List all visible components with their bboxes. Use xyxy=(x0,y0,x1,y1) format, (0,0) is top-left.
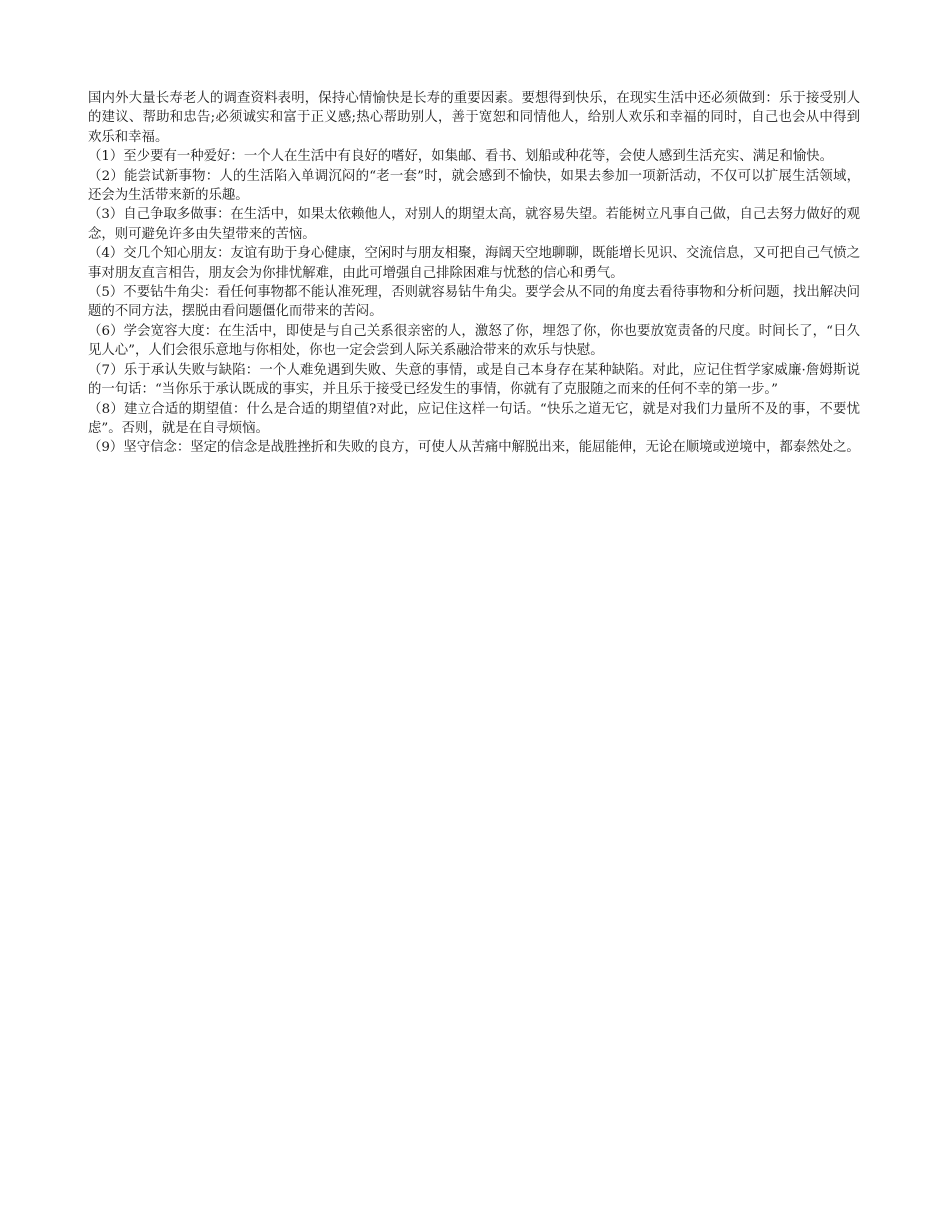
list-item: （2）能尝试新事物：人的生活陷入单调沉闷的“老一套”时，就会感到不愉快，如果去参加一项新活动，不仅可以扩展生活领域，还会为生活带来新的乐趣。 xyxy=(88,168,860,204)
list-item: （9）坚守信念：坚定的信念是战胜挫折和失败的良方，可使人从苦痛中解脱出来，能屈能伸，无论在顺境或逆境中，都泰然处之。 xyxy=(88,440,860,456)
intro-paragraph: 国内外大量长寿老人的调查资料表明，保持心情愉快是长寿的重要因素。要想得到快乐，在现实生活中还必须做到：乐于接受别人的建议、帮助和忠告;必须诚实和富于正义感;热心帮助别人，善于宽恕和同情他人，给别人欢乐和幸福的同时，自己也会从中得到欢乐和幸福。 xyxy=(88,91,860,145)
list-item: （1）至少要有一种爱好：一个人在生活中有良好的嗜好，如集邮、看书、划船或种花等，会使人感到生活充实、满足和愉快。 xyxy=(88,149,833,165)
list-item: （7）乐于承认失败与缺陷：一个人难免遇到失败、失意的事情，或是自己本身存在某种缺陷。对此，应记住哲学家威廉·詹姆斯说的一句话：“当你乐于承认既成的事实，并且乐于接受已经发生的事情，你就有了克服随之而来的任何不幸的第一步。” xyxy=(88,362,860,398)
document-body xyxy=(88,89,860,458)
list-item: （3）自己争取多做事：在生活中，如果太依赖他人，对别人的期望太高，就容易失望。若能树立凡事自己做，自己去努力做好的观念，则可避免许多由失望带来的苦恼。 xyxy=(88,207,860,242)
list-item: （4）交几个知心朋友：友谊有助于身心健康，空闲时与朋友相聚，海阔天空地聊聊，既能增长见识、交流信息，又可把自己气愤之事对朋友直言相告，朋友会为你排忧解难，由此可增强自己排除困难与忧愁的信心和勇气。 xyxy=(88,246,860,281)
list-item: （8）建立合适的期望值：什么是合适的期望值?对此，应记住这样一句话。“快乐之道无它，就是对我们力量所不及的事，不要忧虑”。否则，就是在自寻烦恼。 xyxy=(88,401,860,436)
list-item: （5）不要钻牛角尖：看任何事物都不能认准死理，否则就容易钻牛角尖。要学会从不同的角度去看待事物和分析问题，找出解决问题的不同方法，摆脱由看问题僵化而带来的苦闷。 xyxy=(88,285,860,320)
list-item: （6）学会宽容大度：在生活中，即使是与自己关系很亲密的人，激怒了你，埋怨了你，你也要放宽责备的尺度。时间长了，“日久见人心”，人们会很乐意地与你相处，你也一定会尝到人际关系融洽带来的欢乐与快慰。 xyxy=(88,323,860,359)
